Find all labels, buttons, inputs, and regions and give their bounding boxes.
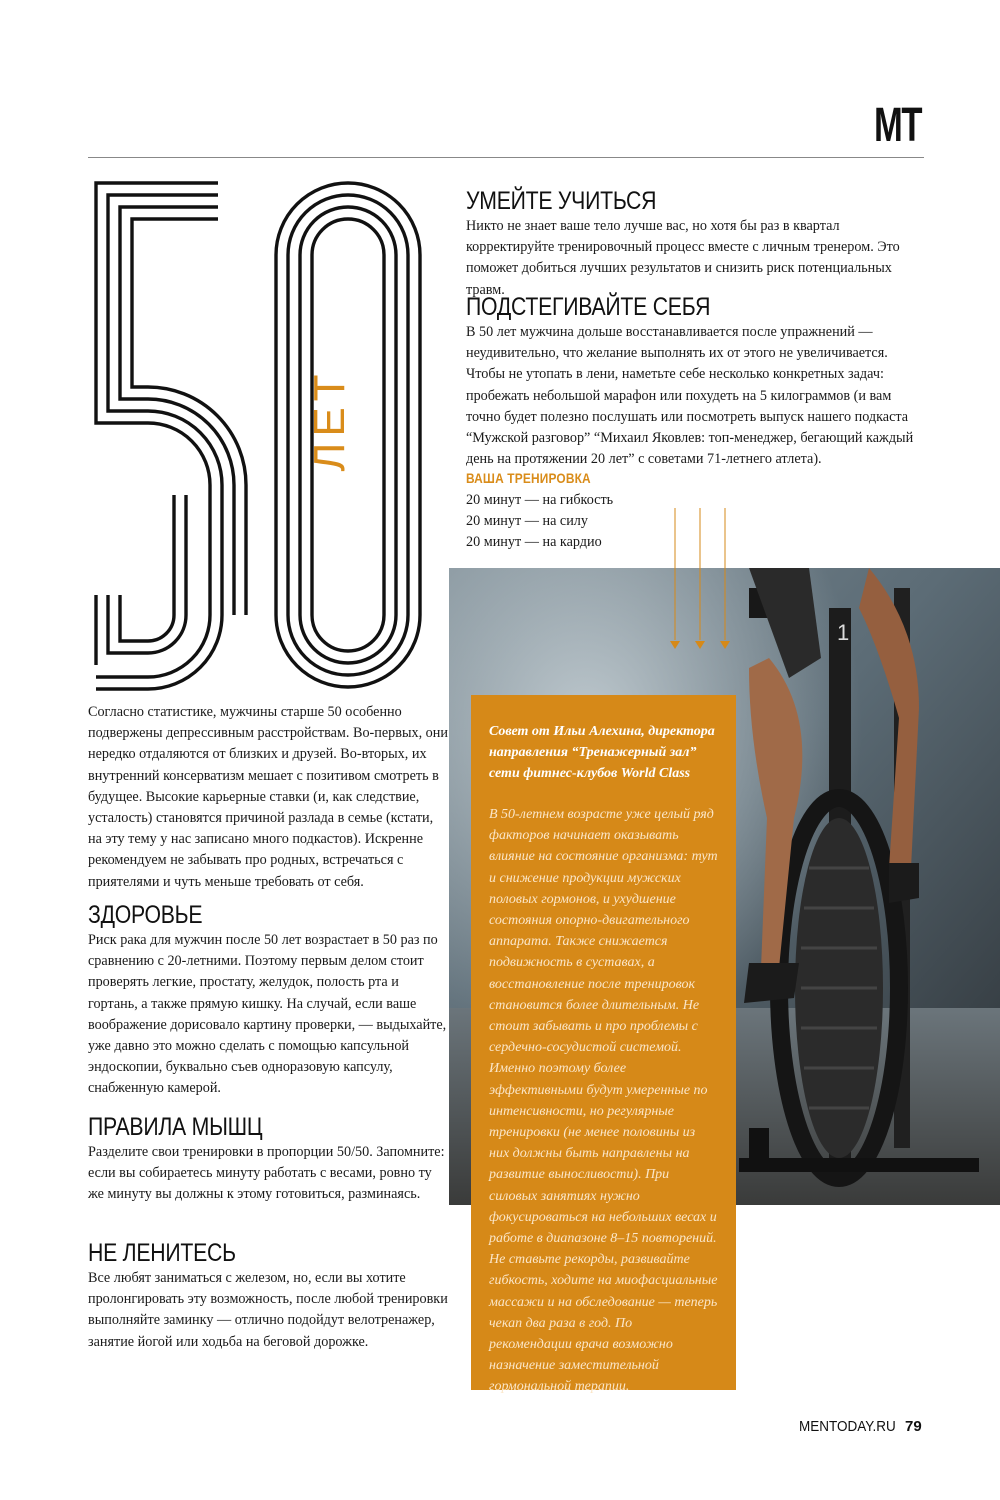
- workout-item: 20 минут — на гибкость: [466, 492, 614, 508]
- workout-item: 20 минут — на силу: [466, 513, 588, 529]
- big-50-graphic: [88, 175, 428, 695]
- years-label: ЛЕТ: [305, 368, 354, 472]
- section-lazy-title: НЕ ЛЕНИТЕСЬ: [88, 1239, 236, 1267]
- expert-tip-lead: Совет от Ильи Алехина, директора направления “Тренажерный зал” сети фитнес-клубов World Class: [489, 724, 715, 781]
- section-push-text: В 50 лет мужчина дольше восстанавливается после упражнений — неудивительно, что желание выполнять их от этого не увеличивается. Чтобы не утопать в лени, наметьте себе несколько конкретных задач: пробежать небольшой марафон или похудеть на 5 килограммов (и вам точно будет полезно послушать или посмотреть выпуск нашего подкаста “Мужской разговор” “Михаил Яковлев: топ-менеджер, бегающий каждый день на протяжении 20 лет” с советами 71-летнего атлета).: [466, 324, 914, 468]
- section-muscles-title: ПРАВИЛА МЫШЦ: [88, 1113, 263, 1141]
- digit-five: [96, 183, 246, 689]
- section-muscles: [88, 1112, 448, 1206]
- section-health: [88, 900, 448, 1100]
- section-intro-text: Согласно статистике, мужчины старше 50 особенно подвержены депрессивным расстройствам. Во-первых, они нередко отдаляются от близких и друзей. Во-вторых, их внутренний консерватизм мешает с позитивом смотреть в будущее. Высокие карьерные ставки (и, как следствие, усталость) становятся причиной разлада в семье (кстати, на эту тему у нас записано много подкастов). Искренне рекомендуем не забывать про родных, встречаться с приятелями и чуть меньше требовать от себя.: [88, 704, 448, 890]
- section-learn-title: УМЕЙТЕ УЧИТЬСЯ: [466, 187, 657, 215]
- workout-title: ВАША ТРЕНИРОВКА: [466, 470, 591, 486]
- section-health-title: ЗДОРОВЬЕ: [88, 901, 203, 929]
- section-learn: [466, 186, 926, 301]
- header-rule: [88, 157, 924, 158]
- section-muscles-text: Разделите свои тренировки в пропорции 50/50. Запомните: если вы собираетесь минуту работать с весами, ровно ту же минуту вы должны к этому готовиться, разминаясь.: [88, 1144, 445, 1203]
- section-intro: [88, 702, 448, 893]
- section-push-title: ПОДСТЕГИВАЙТЕ СЕБЯ: [466, 293, 711, 321]
- section-lazy-text: Все любят заниматься с железом, но, если вы хотите пролонгировать эту возможность, после любой тренировки выполняйте заминку — отлично подойдут велотренажер, занятие йогой или ходьба на беговой дорожке.: [88, 1270, 448, 1350]
- expert-tip-text: В 50-летнем возрасте уже целый ряд факторов начинает оказывать влияние на состояние организма: тут и снижение продукции мужских половых гормонов, и ухудшение состояния опорно-двигательного аппарата. Также снижается подвижность в суставах, а восстановление после тренировок становится более длительным. Не стоит забывать и про проблемы с сердечно-сосудистой системой. Именно поэтому более эффективными будут умеренные по интенсивности, но регулярные тренировки (не менее половины из них должны быть направлены на развитие выносливости). При силовых занятиях нужно фокусироваться на небольших весах и работе в диапазоне 8–15 повторений. Не ставьте рекорды, развивайте гибкость, ходите на миофасциальные массажи и на обследование — теперь чекап два раза в год. По рекомендации врача возможно назначение заместительной гормональной терапии.: [489, 807, 718, 1395]
- arrow-lines-decoration: [665, 508, 735, 653]
- expert-tip-box: [471, 695, 736, 1395]
- section-health-text: Риск рака для мужчин после 50 лет возрастает в 50 раз по сравнению с 20-летними. Поэтому первым делом стоит проверять легкие, простату, желудок, полость рта и гортань, а также прямую кишку. На случай, если ваше воображение дорисовало картину проверки, — выдыхайте, уже давно это можно сделать с помощью капсульной эндоскопии, буквально съев одноразовую капсулу, снабженную камерой.: [88, 932, 447, 1097]
- section-push: [466, 292, 926, 470]
- page-number: 79: [905, 1418, 922, 1435]
- footer-site: MENTODAY.RU: [799, 1418, 896, 1435]
- section-learn-text: Никто не знает ваше тело лучше вас, но хотя бы раз в квартал корректируйте тренировочный процесс вместе с личным тренером. Это поможет добиться лучших результатов и снизить риск потенциальных травм.: [466, 218, 900, 298]
- workout-item: 20 минут — на кардио: [466, 534, 602, 550]
- magazine-logo: MT: [874, 99, 922, 152]
- bike-number: 1: [837, 620, 850, 645]
- section-lazy: [88, 1238, 448, 1353]
